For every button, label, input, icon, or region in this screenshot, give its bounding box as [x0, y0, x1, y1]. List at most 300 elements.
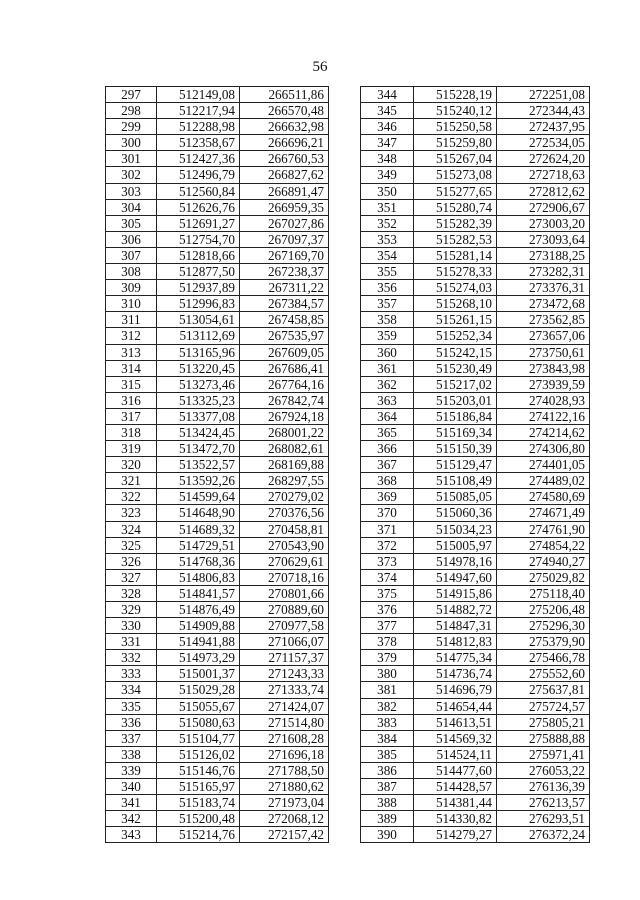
point-number-cell: 354: [361, 247, 414, 263]
x-coordinate-cell: 515203,01: [414, 392, 497, 408]
point-number-cell: 367: [361, 457, 414, 473]
table-row: [106, 167, 329, 183]
table-row: [361, 280, 590, 296]
x-coordinate-cell: 515277,65: [414, 183, 497, 199]
point-number-cell: 337: [106, 730, 157, 746]
y-coordinate-cell: 267535,97: [240, 328, 329, 344]
table-row: [106, 183, 329, 199]
y-coordinate-cell: 274854,22: [497, 537, 590, 553]
point-number-cell: 334: [106, 682, 157, 698]
y-coordinate-cell: 275466,78: [497, 650, 590, 666]
point-number-cell: 317: [106, 408, 157, 424]
y-coordinate-cell: 271066,07: [240, 634, 329, 650]
x-coordinate-cell: 515126,02: [157, 746, 240, 762]
table-row: [106, 424, 329, 440]
x-coordinate-cell: 515055,67: [157, 698, 240, 714]
table-row: [106, 199, 329, 215]
point-number-cell: 345: [361, 103, 414, 119]
x-coordinate-cell: 514279,27: [414, 827, 497, 843]
coordinates-table-left-body: [106, 87, 329, 843]
point-number-cell: 353: [361, 231, 414, 247]
table-row: [361, 103, 590, 119]
x-coordinate-cell: 515108,49: [414, 473, 497, 489]
table-row: [361, 119, 590, 135]
point-number-cell: 302: [106, 167, 157, 183]
x-coordinate-cell: 515150,39: [414, 441, 497, 457]
y-coordinate-cell: 273003,20: [497, 215, 590, 231]
table-row: [361, 441, 590, 457]
x-coordinate-cell: 514775,34: [414, 650, 497, 666]
x-coordinate-cell: 515274,03: [414, 280, 497, 296]
y-coordinate-cell: 272534,05: [497, 135, 590, 151]
x-coordinate-cell: 512996,83: [157, 296, 240, 312]
point-number-cell: 327: [106, 569, 157, 585]
table-row: [361, 376, 590, 392]
point-number-cell: 299: [106, 119, 157, 135]
y-coordinate-cell: 271696,18: [240, 746, 329, 762]
y-coordinate-cell: 271514,80: [240, 714, 329, 730]
point-number-cell: 343: [106, 827, 157, 843]
table-row: [361, 827, 590, 843]
y-coordinate-cell: 273188,25: [497, 247, 590, 263]
table-row: [361, 489, 590, 505]
point-number-cell: 305: [106, 215, 157, 231]
table-row: [361, 87, 590, 103]
point-number-cell: 341: [106, 795, 157, 811]
y-coordinate-cell: 273093,64: [497, 231, 590, 247]
y-coordinate-cell: 275637,81: [497, 682, 590, 698]
table-row: [361, 618, 590, 634]
y-coordinate-cell: 266570,48: [240, 103, 329, 119]
point-number-cell: 344: [361, 87, 414, 103]
y-coordinate-cell: 274401,05: [497, 457, 590, 473]
y-coordinate-cell: 272624,20: [497, 151, 590, 167]
x-coordinate-cell: 513522,57: [157, 457, 240, 473]
table-row: [106, 682, 329, 698]
table-row: [106, 231, 329, 247]
y-coordinate-cell: 267458,85: [240, 312, 329, 328]
table-row: [361, 762, 590, 778]
point-number-cell: 332: [106, 650, 157, 666]
point-number-cell: 323: [106, 505, 157, 521]
x-coordinate-cell: 512626,76: [157, 199, 240, 215]
table-row: [106, 103, 329, 119]
x-coordinate-cell: 515104,77: [157, 730, 240, 746]
x-coordinate-cell: 515242,15: [414, 344, 497, 360]
point-number-cell: 321: [106, 473, 157, 489]
table-row: [361, 344, 590, 360]
y-coordinate-cell: 267311,22: [240, 280, 329, 296]
table-row: [106, 602, 329, 618]
x-coordinate-cell: 515259,80: [414, 135, 497, 151]
y-coordinate-cell: 267764,16: [240, 376, 329, 392]
x-coordinate-cell: 513165,96: [157, 344, 240, 360]
x-coordinate-cell: 513325,23: [157, 392, 240, 408]
table-row: [361, 521, 590, 537]
table-row: [361, 408, 590, 424]
table-row: [106, 392, 329, 408]
x-coordinate-cell: 515281,14: [414, 247, 497, 263]
y-coordinate-cell: 276136,39: [497, 779, 590, 795]
y-coordinate-cell: 272251,08: [497, 87, 590, 103]
point-number-cell: 363: [361, 392, 414, 408]
y-coordinate-cell: 273472,68: [497, 296, 590, 312]
table-row: [361, 360, 590, 376]
y-coordinate-cell: 274671,49: [497, 505, 590, 521]
x-coordinate-cell: 514381,44: [414, 795, 497, 811]
y-coordinate-cell: 271973,04: [240, 795, 329, 811]
y-coordinate-cell: 275552,60: [497, 666, 590, 682]
x-coordinate-cell: 514524,11: [414, 746, 497, 762]
y-coordinate-cell: 267238,37: [240, 264, 329, 280]
point-number-cell: 338: [106, 746, 157, 762]
table-row: [361, 424, 590, 440]
table-row: [106, 698, 329, 714]
x-coordinate-cell: 514330,82: [414, 811, 497, 827]
x-coordinate-cell: 515278,33: [414, 264, 497, 280]
x-coordinate-cell: 514882,72: [414, 602, 497, 618]
table-row: [106, 505, 329, 521]
y-coordinate-cell: 271243,33: [240, 666, 329, 682]
y-coordinate-cell: 268169,88: [240, 457, 329, 473]
point-number-cell: 386: [361, 762, 414, 778]
table-row: [106, 280, 329, 296]
point-number-cell: 390: [361, 827, 414, 843]
y-coordinate-cell: 273843,98: [497, 360, 590, 376]
y-coordinate-cell: 273750,61: [497, 344, 590, 360]
x-coordinate-cell: 515252,34: [414, 328, 497, 344]
table-row: [106, 762, 329, 778]
y-coordinate-cell: 266891,47: [240, 183, 329, 199]
point-number-cell: 379: [361, 650, 414, 666]
table-row: [361, 167, 590, 183]
point-number-cell: 375: [361, 585, 414, 601]
point-number-cell: 319: [106, 441, 157, 457]
x-coordinate-cell: 513592,26: [157, 473, 240, 489]
y-coordinate-cell: 270718,16: [240, 569, 329, 585]
point-number-cell: 309: [106, 280, 157, 296]
point-number-cell: 307: [106, 247, 157, 263]
table-row: [361, 457, 590, 473]
table-row: [361, 537, 590, 553]
table-row: [106, 569, 329, 585]
x-coordinate-cell: 514696,79: [414, 682, 497, 698]
table-row: [361, 746, 590, 762]
point-number-cell: 369: [361, 489, 414, 505]
table-row: [106, 360, 329, 376]
table-row: [106, 344, 329, 360]
point-number-cell: 312: [106, 328, 157, 344]
table-row: [106, 489, 329, 505]
table-row: [106, 618, 329, 634]
y-coordinate-cell: 270376,56: [240, 505, 329, 521]
y-coordinate-cell: 274122,16: [497, 408, 590, 424]
point-number-cell: 339: [106, 762, 157, 778]
y-coordinate-cell: 268082,61: [240, 441, 329, 457]
x-coordinate-cell: 515186,84: [414, 408, 497, 424]
y-coordinate-cell: 274028,93: [497, 392, 590, 408]
y-coordinate-cell: 275971,41: [497, 746, 590, 762]
point-number-cell: 373: [361, 553, 414, 569]
table-row: [106, 328, 329, 344]
point-number-cell: 378: [361, 634, 414, 650]
table-row: [106, 779, 329, 795]
table-row: [361, 553, 590, 569]
table-row: [361, 795, 590, 811]
x-coordinate-cell: 514689,32: [157, 521, 240, 537]
y-coordinate-cell: 275029,82: [497, 569, 590, 585]
y-coordinate-cell: 275118,40: [497, 585, 590, 601]
x-coordinate-cell: 514941,88: [157, 634, 240, 650]
table-row: [106, 87, 329, 103]
table-row: [361, 698, 590, 714]
table-row: [106, 730, 329, 746]
point-number-cell: 366: [361, 441, 414, 457]
x-coordinate-cell: 513472,70: [157, 441, 240, 457]
point-number-cell: 360: [361, 344, 414, 360]
point-number-cell: 328: [106, 585, 157, 601]
x-coordinate-cell: 515267,04: [414, 151, 497, 167]
y-coordinate-cell: 273939,59: [497, 376, 590, 392]
point-number-cell: 336: [106, 714, 157, 730]
table-row: [361, 151, 590, 167]
x-coordinate-cell: 515268,10: [414, 296, 497, 312]
point-number-cell: 311: [106, 312, 157, 328]
x-coordinate-cell: 515183,74: [157, 795, 240, 811]
point-number-cell: 377: [361, 618, 414, 634]
x-coordinate-cell: 514729,51: [157, 537, 240, 553]
point-number-cell: 387: [361, 779, 414, 795]
x-coordinate-cell: 515146,76: [157, 762, 240, 778]
point-number-cell: 355: [361, 264, 414, 280]
y-coordinate-cell: 275206,48: [497, 602, 590, 618]
x-coordinate-cell: 515273,08: [414, 167, 497, 183]
point-number-cell: 362: [361, 376, 414, 392]
point-number-cell: 382: [361, 698, 414, 714]
point-number-cell: 364: [361, 408, 414, 424]
x-coordinate-cell: 512358,67: [157, 135, 240, 151]
x-coordinate-cell: 512877,50: [157, 264, 240, 280]
y-coordinate-cell: 272718,63: [497, 167, 590, 183]
x-coordinate-cell: 512217,94: [157, 103, 240, 119]
point-number-cell: 298: [106, 103, 157, 119]
x-coordinate-cell: 512149,08: [157, 87, 240, 103]
table-row: [106, 215, 329, 231]
table-row: [361, 650, 590, 666]
table-row: [106, 650, 329, 666]
point-number-cell: 385: [361, 746, 414, 762]
x-coordinate-cell: 515001,37: [157, 666, 240, 682]
y-coordinate-cell: 268297,55: [240, 473, 329, 489]
table-row: [361, 296, 590, 312]
table-row: [106, 634, 329, 650]
point-number-cell: 351: [361, 199, 414, 215]
y-coordinate-cell: 275379,90: [497, 634, 590, 650]
point-number-cell: 346: [361, 119, 414, 135]
x-coordinate-cell: 513220,45: [157, 360, 240, 376]
point-number-cell: 349: [361, 167, 414, 183]
x-coordinate-cell: 514876,49: [157, 602, 240, 618]
point-number-cell: 388: [361, 795, 414, 811]
point-number-cell: 383: [361, 714, 414, 730]
y-coordinate-cell: 266696,21: [240, 135, 329, 151]
y-coordinate-cell: 267097,37: [240, 231, 329, 247]
y-coordinate-cell: 271333,74: [240, 682, 329, 698]
point-number-cell: 361: [361, 360, 414, 376]
point-number-cell: 304: [106, 199, 157, 215]
y-coordinate-cell: 270629,61: [240, 553, 329, 569]
table-row: [361, 811, 590, 827]
x-coordinate-cell: 514915,86: [414, 585, 497, 601]
x-coordinate-cell: 515214,76: [157, 827, 240, 843]
table-row: [106, 457, 329, 473]
y-coordinate-cell: 267384,57: [240, 296, 329, 312]
x-coordinate-cell: 512288,98: [157, 119, 240, 135]
point-number-cell: 306: [106, 231, 157, 247]
table-row: [361, 215, 590, 231]
point-number-cell: 356: [361, 280, 414, 296]
y-coordinate-cell: 272437,95: [497, 119, 590, 135]
y-coordinate-cell: 270279,02: [240, 489, 329, 505]
point-number-cell: 320: [106, 457, 157, 473]
point-number-cell: 357: [361, 296, 414, 312]
y-coordinate-cell: 274214,62: [497, 424, 590, 440]
y-coordinate-cell: 267842,74: [240, 392, 329, 408]
y-coordinate-cell: 270458,81: [240, 521, 329, 537]
x-coordinate-cell: 512691,27: [157, 215, 240, 231]
table-row: [106, 795, 329, 811]
x-coordinate-cell: 515060,36: [414, 505, 497, 521]
table-row: [106, 408, 329, 424]
point-number-cell: 384: [361, 730, 414, 746]
table-row: [106, 376, 329, 392]
x-coordinate-cell: 514806,83: [157, 569, 240, 585]
x-coordinate-cell: 514654,44: [414, 698, 497, 714]
point-number-cell: 359: [361, 328, 414, 344]
x-coordinate-cell: 513273,46: [157, 376, 240, 392]
point-number-cell: 329: [106, 602, 157, 618]
table-row: [361, 779, 590, 795]
point-number-cell: 381: [361, 682, 414, 698]
point-number-cell: 324: [106, 521, 157, 537]
point-number-cell: 374: [361, 569, 414, 585]
table-row: [361, 585, 590, 601]
table-row: [361, 328, 590, 344]
point-number-cell: 314: [106, 360, 157, 376]
table-row: [361, 264, 590, 280]
x-coordinate-cell: 515165,97: [157, 779, 240, 795]
x-coordinate-cell: 513054,61: [157, 312, 240, 328]
y-coordinate-cell: 273376,31: [497, 280, 590, 296]
page-number: 56: [312, 59, 328, 75]
table-row: [361, 569, 590, 585]
x-coordinate-cell: 515085,05: [414, 489, 497, 505]
x-coordinate-cell: 515280,74: [414, 199, 497, 215]
y-coordinate-cell: 275805,21: [497, 714, 590, 730]
table-row: [361, 199, 590, 215]
y-coordinate-cell: 267686,41: [240, 360, 329, 376]
x-coordinate-cell: 514613,51: [414, 714, 497, 730]
x-coordinate-cell: 514978,16: [414, 553, 497, 569]
y-coordinate-cell: 271788,50: [240, 762, 329, 778]
point-number-cell: 371: [361, 521, 414, 537]
y-coordinate-cell: 271880,62: [240, 779, 329, 795]
y-coordinate-cell: 275888,88: [497, 730, 590, 746]
table-row: [106, 585, 329, 601]
table-row: [361, 714, 590, 730]
point-number-cell: 348: [361, 151, 414, 167]
table-row: [361, 135, 590, 151]
table-row: [361, 602, 590, 618]
point-number-cell: 340: [106, 779, 157, 795]
y-coordinate-cell: 273657,06: [497, 328, 590, 344]
table-row: [361, 231, 590, 247]
y-coordinate-cell: 274306,80: [497, 441, 590, 457]
x-coordinate-cell: 515230,49: [414, 360, 497, 376]
x-coordinate-cell: 515228,19: [414, 87, 497, 103]
point-number-cell: 370: [361, 505, 414, 521]
point-number-cell: 380: [361, 666, 414, 682]
x-coordinate-cell: 514599,64: [157, 489, 240, 505]
table-row: [361, 634, 590, 650]
point-number-cell: 342: [106, 811, 157, 827]
point-number-cell: 308: [106, 264, 157, 280]
x-coordinate-cell: 515034,23: [414, 521, 497, 537]
y-coordinate-cell: 270801,66: [240, 585, 329, 601]
y-coordinate-cell: 272812,62: [497, 183, 590, 199]
table-row: [106, 441, 329, 457]
table-row: [361, 247, 590, 263]
table-row: [106, 296, 329, 312]
table-row: [106, 135, 329, 151]
table-row: [361, 473, 590, 489]
table-row: [106, 666, 329, 682]
table-row: [106, 553, 329, 569]
x-coordinate-cell: 514812,83: [414, 634, 497, 650]
table-row: [106, 746, 329, 762]
coordinates-table-right: [360, 86, 590, 843]
table-row: [361, 730, 590, 746]
x-coordinate-cell: 513424,45: [157, 424, 240, 440]
table-row: [106, 473, 329, 489]
x-coordinate-cell: 514841,57: [157, 585, 240, 601]
x-coordinate-cell: 515282,53: [414, 231, 497, 247]
y-coordinate-cell: 272068,12: [240, 811, 329, 827]
x-coordinate-cell: 514477,60: [414, 762, 497, 778]
y-coordinate-cell: 272157,42: [240, 827, 329, 843]
x-coordinate-cell: 514648,90: [157, 505, 240, 521]
point-number-cell: 310: [106, 296, 157, 312]
coordinates-table-right-body: [361, 87, 590, 843]
y-coordinate-cell: 274580,69: [497, 489, 590, 505]
x-coordinate-cell: 514909,88: [157, 618, 240, 634]
point-number-cell: 365: [361, 424, 414, 440]
point-number-cell: 322: [106, 489, 157, 505]
y-coordinate-cell: 270543,90: [240, 537, 329, 553]
table-row: [106, 537, 329, 553]
y-coordinate-cell: 272344,43: [497, 103, 590, 119]
x-coordinate-cell: 515261,15: [414, 312, 497, 328]
y-coordinate-cell: 271424,07: [240, 698, 329, 714]
table-row: [106, 714, 329, 730]
table-row: [106, 312, 329, 328]
x-coordinate-cell: 515169,34: [414, 424, 497, 440]
point-number-cell: 315: [106, 376, 157, 392]
y-coordinate-cell: 266511,86: [240, 87, 329, 103]
y-coordinate-cell: 270977,58: [240, 618, 329, 634]
point-number-cell: 316: [106, 392, 157, 408]
x-coordinate-cell: 512818,66: [157, 247, 240, 263]
